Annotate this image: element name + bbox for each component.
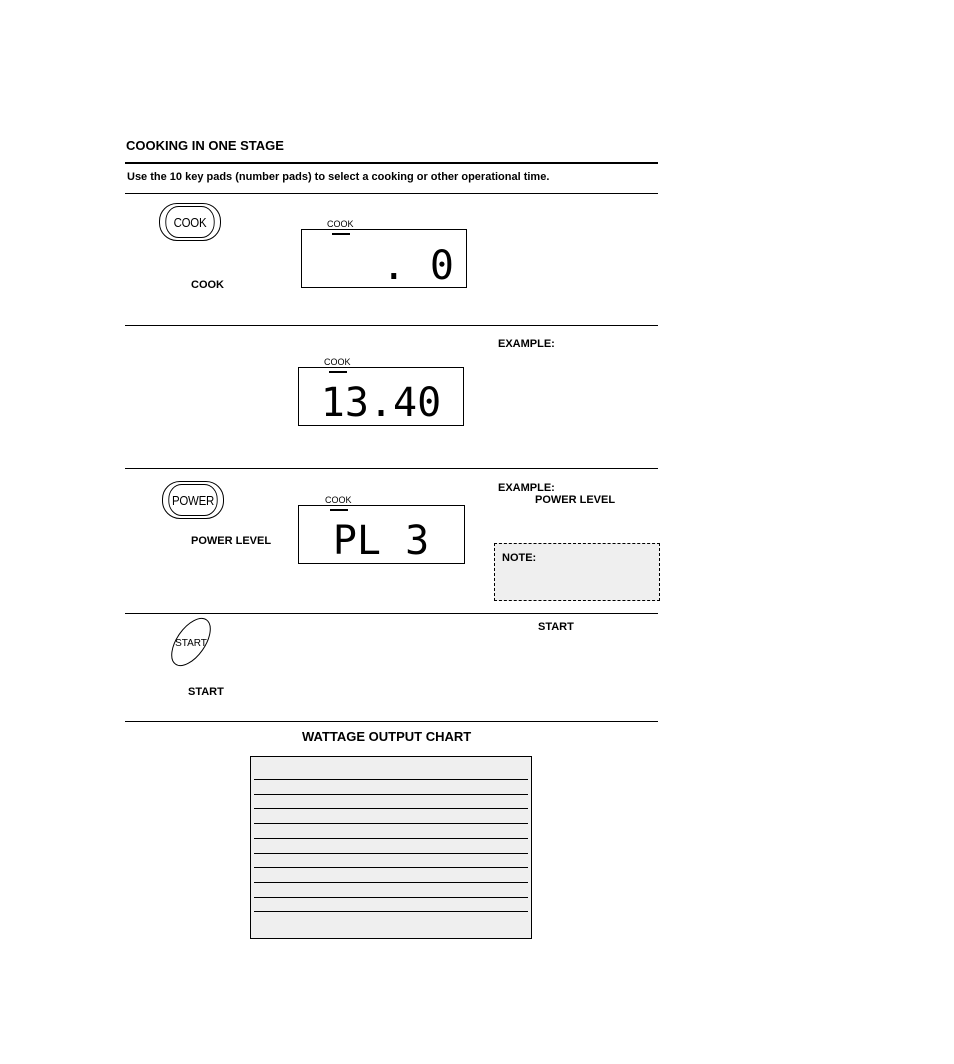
wattage-chart-row-rule [254, 867, 528, 868]
cook-key-label: COOK [165, 206, 214, 238]
step2-example-label: EXAMPLE: [498, 338, 555, 350]
lcd-display-1 [301, 229, 467, 288]
power-level-caption: POWER LEVEL [191, 535, 272, 547]
lcd-3-value: PL 3 [332, 518, 430, 563]
start-right-text: START [538, 621, 574, 633]
lcd-display-2 [298, 367, 464, 426]
step3-example-text: POWER LEVEL [535, 494, 616, 506]
row-divider-2 [125, 325, 658, 326]
section-title: COOKING IN ONE STAGE [126, 138, 284, 153]
note-box [494, 543, 660, 601]
wattage-chart-row-rule [254, 823, 528, 824]
row-divider-4 [125, 613, 658, 614]
row-divider-5 [125, 721, 658, 722]
lcd-2-value: 13.40 [320, 380, 442, 425]
wattage-chart-row-rule [254, 808, 528, 809]
wattage-chart-row-rule [254, 897, 528, 898]
instruction-text: Use the 10 key pads (number pads) to select a cooking or other operational time. [127, 171, 550, 183]
lcd-2-digits [299, 368, 463, 425]
lcd-2-indicator: COOK [324, 357, 351, 367]
start-key-button[interactable] [166, 617, 216, 667]
lcd-3-digits [299, 506, 464, 563]
wattage-chart-table [250, 756, 532, 939]
lcd-3-indicator: COOK [325, 495, 352, 505]
wattage-chart-row-rule [254, 794, 528, 795]
power-key-label: POWER [168, 484, 217, 516]
row-divider-3 [125, 468, 658, 469]
lcd-display-3 [298, 505, 465, 564]
wattage-chart-title: WATTAGE OUTPUT CHART [302, 729, 472, 744]
row-divider-1 [125, 193, 658, 194]
cook-caption: COOK [191, 279, 224, 291]
step3-example-label: EXAMPLE: [498, 482, 555, 494]
start-key-label: START [175, 638, 207, 649]
wattage-chart-row-rule [254, 882, 528, 883]
wattage-chart-row-rule [254, 838, 528, 839]
lcd-1-digits [302, 230, 466, 287]
start-caption: START [188, 686, 224, 698]
power-key-button[interactable] [162, 481, 224, 519]
lcd-1-indicator: COOK [327, 219, 354, 229]
wattage-chart-row-rule [254, 779, 528, 780]
wattage-chart-row-rule [254, 853, 528, 854]
wattage-chart-row-rule [254, 911, 528, 912]
lcd-1-value: . 0 [381, 243, 454, 287]
section-title-rule [125, 162, 658, 164]
cook-key-button[interactable] [159, 203, 221, 241]
note-label: NOTE: [502, 552, 537, 564]
